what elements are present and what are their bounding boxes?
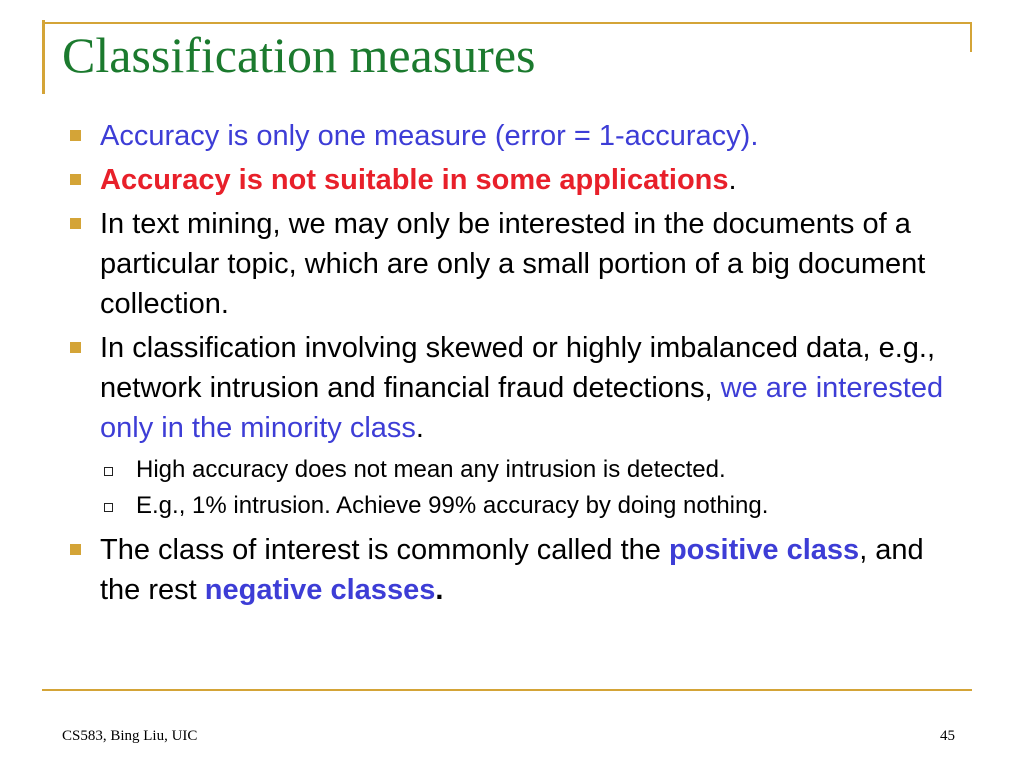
slide-title: Classification measures bbox=[62, 27, 536, 83]
bullet-text-highlight: we are interested only in the minority class bbox=[100, 372, 944, 444]
bullet-text: Accuracy is only one measure (error = 1-accuracy). bbox=[100, 120, 759, 152]
sub-bullet-text: E.g., 1% intrusion. Achieve 99% accuracy by doing nothing. bbox=[136, 492, 769, 519]
bullet-text-end: . bbox=[435, 574, 444, 606]
positive-class-term: positive class bbox=[668, 534, 860, 566]
square-bullet-icon bbox=[70, 130, 81, 141]
slide-page-number: 45 bbox=[940, 728, 955, 744]
bullet-text: In text mining, we may only be interested in the documents of a particular topic, which are only a small portion of a big document collection. bbox=[100, 208, 926, 320]
footer-course-label: CS583, Bing Liu, UIC bbox=[62, 728, 198, 744]
square-bullet-icon bbox=[70, 218, 81, 229]
bullet-item-2 bbox=[62, 160, 972, 200]
bullet-text-end: . bbox=[728, 164, 737, 196]
bullet-item-3 bbox=[62, 204, 972, 324]
square-bullet-icon bbox=[70, 342, 81, 353]
bullet-text-mid: , and the rest bbox=[100, 534, 924, 606]
frame-top-line bbox=[42, 22, 972, 24]
square-bullet-icon bbox=[70, 174, 81, 185]
bullet-item-1 bbox=[62, 116, 972, 156]
bullet-text-start: In classification involving skewed or highly imbalanced data, e.g., network intrusion and financial fraud detections, bbox=[100, 332, 936, 404]
sub-bullet-item-1 bbox=[62, 452, 972, 488]
negative-classes-term: negative classes bbox=[204, 574, 436, 606]
bullet-list bbox=[62, 116, 972, 614]
frame-vertical-line bbox=[42, 20, 45, 94]
bullet-text-end: . bbox=[415, 412, 424, 444]
bullet-item-4 bbox=[62, 328, 972, 448]
hollow-square-bullet-icon bbox=[104, 467, 113, 476]
bullet-text-start: The class of interest is commonly called the bbox=[100, 534, 669, 566]
frame-right-line bbox=[970, 22, 972, 52]
hollow-square-bullet-icon bbox=[104, 503, 113, 512]
bullet-item-5 bbox=[62, 530, 972, 610]
sub-bullet-text: High accuracy does not mean any intrusion is detected. bbox=[136, 456, 726, 483]
bullet-text-emphasis: Accuracy is not suitable in some applications bbox=[100, 164, 729, 196]
footer-divider bbox=[42, 689, 972, 691]
square-bullet-icon bbox=[70, 544, 81, 555]
sub-bullet-item-2 bbox=[62, 488, 972, 524]
